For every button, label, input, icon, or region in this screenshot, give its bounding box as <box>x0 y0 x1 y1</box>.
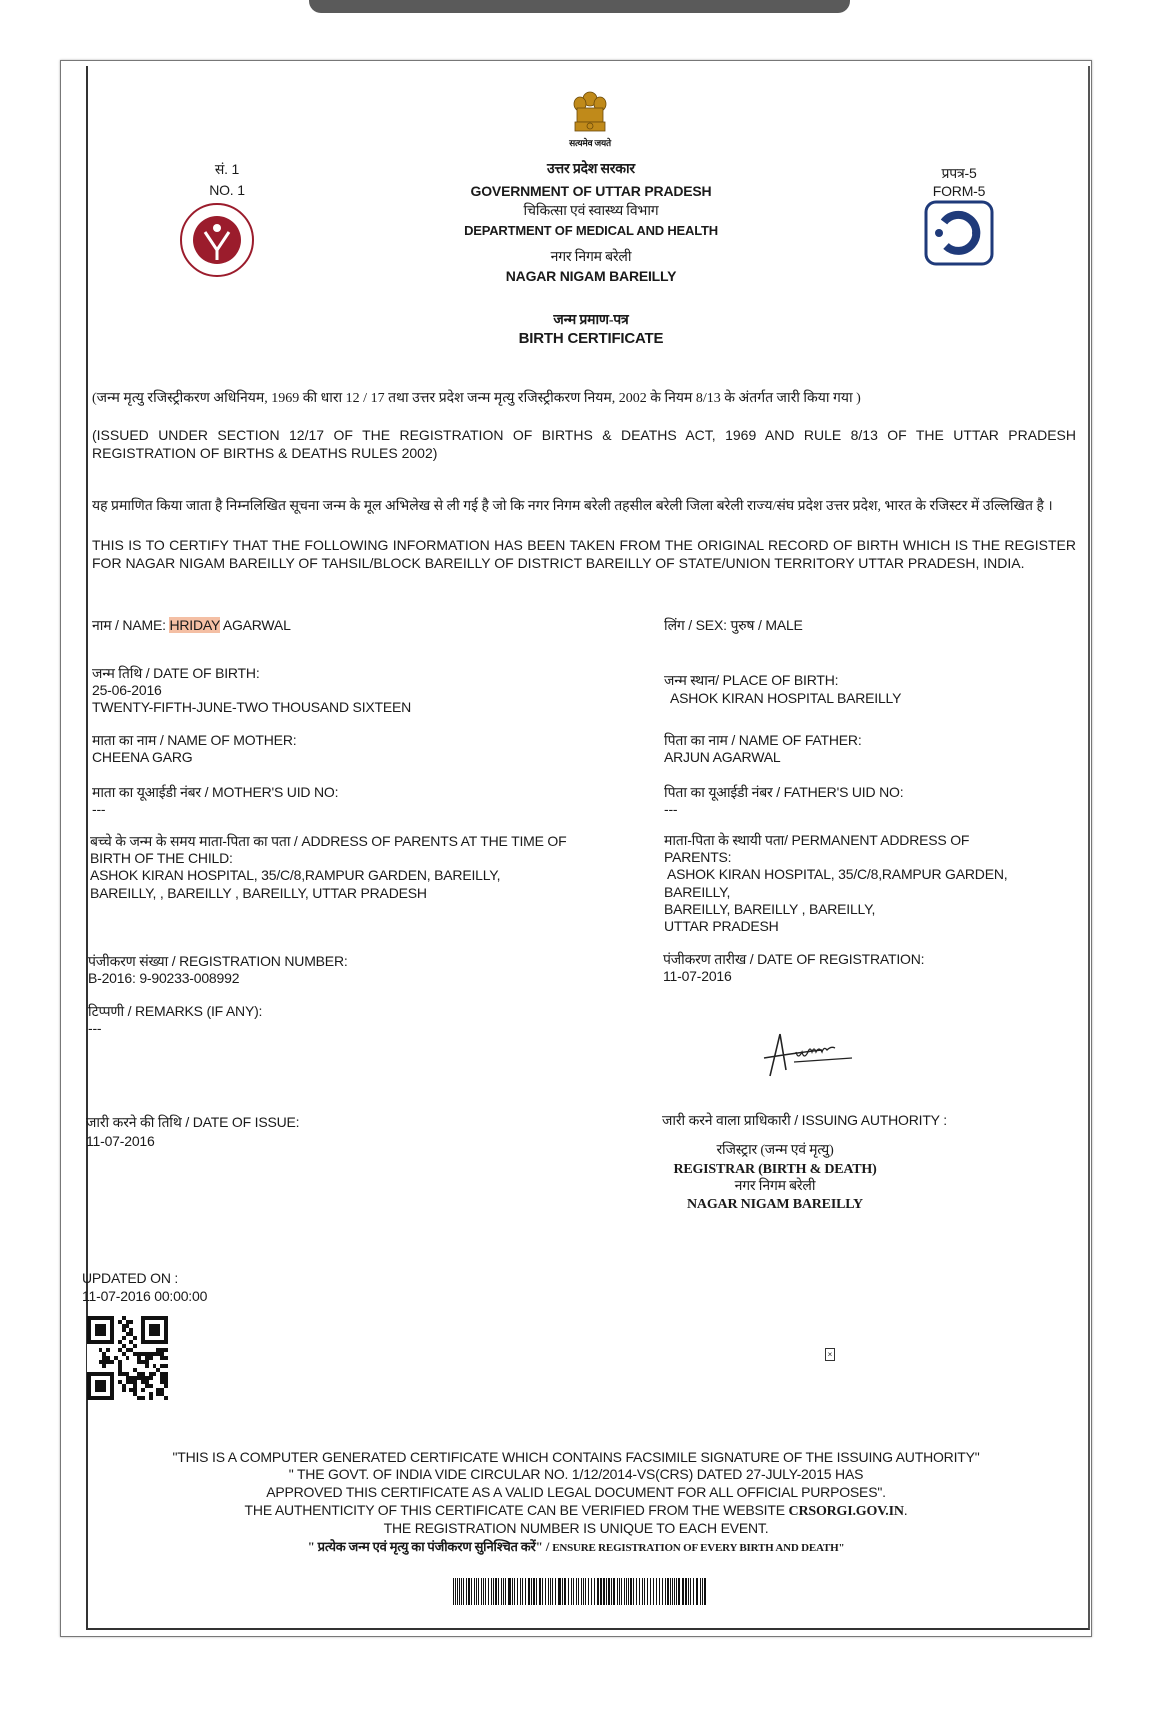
barcode-bar <box>531 1578 532 1605</box>
registration-date-label: पंजीकरण तारीख / DATE OF REGISTRATION: <box>663 951 925 967</box>
birth-address-line-2: BAREILLY, , BAREILLY , BAREILLY, UTTAR PRADESH <box>90 885 427 901</box>
barcode-bar <box>471 1578 472 1605</box>
barcode-bar <box>685 1578 686 1605</box>
remarks-label: टिप्पणी / REMARKS (IF ANY): <box>88 1003 263 1019</box>
barcode-bar <box>491 1578 492 1605</box>
qr-code <box>87 1316 168 1400</box>
barcode-bar <box>558 1578 559 1605</box>
barcode-bar <box>608 1578 609 1605</box>
barcode-bar <box>674 1578 675 1605</box>
barcode-bar <box>522 1578 523 1605</box>
sex-field <box>664 616 803 634</box>
barcode-bar <box>573 1578 574 1605</box>
registration-date-value: 11-07-2016 <box>663 968 732 984</box>
mother-uid-value: --- <box>92 801 106 817</box>
barcode-bar <box>665 1578 666 1605</box>
barcode-bar <box>536 1578 537 1605</box>
barcode-bar <box>676 1578 677 1605</box>
barcode-bar <box>559 1578 560 1605</box>
barcode-bar <box>539 1578 540 1605</box>
barcode-bar <box>682 1578 683 1605</box>
barcode-bar <box>696 1578 697 1605</box>
barcode-bar <box>495 1578 496 1605</box>
barcode-bar <box>702 1578 703 1605</box>
barcode-bar <box>606 1578 607 1605</box>
barcode-bar <box>555 1578 556 1605</box>
barcode-bar <box>591 1578 592 1605</box>
certificate-number: NO. 1 <box>209 182 245 198</box>
barcode-bar <box>542 1578 543 1605</box>
nagar-nigam-hindi: नगर निगम बरेली <box>550 250 632 265</box>
barcode-bar <box>476 1578 477 1605</box>
barcode-bar <box>621 1578 622 1605</box>
barcode-bar <box>639 1578 640 1605</box>
barcode-bar <box>455 1578 456 1605</box>
barcode-bar <box>496 1578 497 1605</box>
issued-under-hindi: (जन्म मृत्यु रजिस्ट्रीकरण अधिनियम, 1969 की धारा 12 / 17 तथा उत्तर प्रदेश जन्म मृत्यु रजिस्ट्रीकरण नियम, 2002 के नियम 8/13 के अंतर्गत जारी किया गया ) <box>92 391 861 406</box>
sex-value: पुरुष / MALE <box>730 617 803 633</box>
barcode-bar <box>588 1578 589 1605</box>
barcode-bar <box>650 1578 651 1605</box>
permanent-address-line-3: BAREILLY, BAREILLY , BAREILLY, <box>664 901 876 917</box>
barcode-bar <box>642 1578 643 1605</box>
barcode-bar <box>576 1578 577 1605</box>
dob-label: जन्म तिथि / DATE OF BIRTH: <box>92 665 260 681</box>
emblem-motto: सत्यमेव जयते <box>569 138 611 148</box>
barcode-bar <box>670 1578 671 1605</box>
nagar-nigam-name: NAGAR NIGAM BAREILLY <box>505 268 677 284</box>
crsorgi-website-link[interactable]: CRSORGI.GOV.IN <box>788 1504 904 1519</box>
permanent-address-line-2: BAREILLY, <box>664 884 731 900</box>
father-name-label: पिता का नाम / NAME OF FATHER: <box>664 732 862 748</box>
national-emblem-icon <box>570 90 610 136</box>
barcode-bar <box>503 1578 504 1605</box>
registrar-signature <box>762 1030 858 1080</box>
barcode-bar <box>548 1578 549 1605</box>
permanent-address-label: माता-पिता के स्थायी पता/ PERMANENT ADDRESS OF <box>664 832 970 848</box>
father-uid-label: पिता का यूआईडी नंबर / FATHER'S UID NO: <box>664 784 904 800</box>
barcode-bar <box>562 1578 563 1605</box>
uttar-pradesh-seal-icon <box>179 202 255 278</box>
footer-line-1: "THIS IS A COMPUTER GENERATED CERTIFICATE WHICH CONTAINS FACSIMILE SIGNATURE OF THE ISSUING AUTHORITY" <box>172 1449 980 1465</box>
birth-address-label: बच्चे के जन्म के समय माता-पिता का पता / ADDRESS OF PARENTS AT THE TIME OF <box>90 833 567 849</box>
crs-logo-icon <box>924 200 994 266</box>
barcode-bar <box>520 1578 521 1605</box>
form-number: FORM-5 <box>932 183 986 199</box>
title-hindi: जन्म प्रमाण-पत्र <box>553 313 629 328</box>
barcode-bar <box>631 1578 632 1605</box>
updated-on-label: UPDATED ON : <box>82 1270 179 1286</box>
govt-hindi: उत्तर प्रदेश सरकार <box>547 162 635 177</box>
barcode-bar <box>505 1578 506 1605</box>
dept-name: DEPARTMENT OF MEDICAL AND HEALTH <box>464 223 718 238</box>
barcode-bar <box>568 1578 569 1605</box>
barcode-bar <box>583 1578 584 1605</box>
barcode-bar <box>614 1578 615 1605</box>
dept-hindi: चिकित्सा एवं स्वास्थ्य विभाग <box>523 204 659 219</box>
barcode-bar <box>611 1578 612 1605</box>
barcode-bar <box>617 1578 618 1605</box>
child-name-field <box>92 616 291 634</box>
footer-line-3: APPROVED THIS CERTIFICATE AS A VALID LEGAL DOCUMENT FOR ALL OFFICIAL PURPOSES". <box>266 1484 886 1500</box>
barcode-bar <box>565 1578 566 1605</box>
barcode-bar <box>619 1578 620 1605</box>
barcode-bar <box>498 1578 499 1605</box>
barcode-bar <box>564 1578 565 1605</box>
barcode-bar <box>533 1578 534 1605</box>
name-label: नाम / NAME: <box>92 617 166 633</box>
barcode-bar <box>571 1578 572 1605</box>
barcode-bar <box>485 1578 486 1605</box>
certificate-title: BIRTH CERTIFICATE <box>518 330 664 347</box>
sex-label: लिंग / SEX: <box>664 617 727 633</box>
registration-number-label: पंजीकरण संख्या / REGISTRATION NUMBER: <box>88 953 348 969</box>
barcode-bar <box>578 1578 579 1605</box>
barcode <box>453 1578 707 1605</box>
barcode-bar <box>483 1578 484 1605</box>
barcode-bar <box>474 1578 475 1605</box>
mother-name-label: माता का नाम / NAME OF MOTHER: <box>92 732 297 748</box>
barcode-bar <box>514 1578 515 1605</box>
barcode-bar <box>453 1578 454 1605</box>
barcode-bar <box>601 1578 602 1605</box>
barcode-bar <box>678 1578 679 1605</box>
barcode-bar <box>700 1578 701 1605</box>
mother-uid-label: माता का यूआईडी नंबर / MOTHER'S UID NO: <box>92 784 339 800</box>
barcode-bar <box>466 1578 467 1605</box>
place-of-birth-label: जन्म स्थान/ PLACE OF BIRTH: <box>664 672 839 688</box>
barcode-bar <box>512 1578 513 1605</box>
barcode-bar <box>529 1578 530 1605</box>
footer-period: . <box>903 1502 908 1518</box>
barcode-bar <box>481 1578 482 1605</box>
barcode-bar <box>647 1578 648 1605</box>
barcode-bar <box>457 1578 458 1605</box>
barcode-bar <box>517 1578 518 1605</box>
barcode-bar <box>688 1578 689 1605</box>
barcode-bar <box>609 1578 610 1605</box>
barcode-bar <box>493 1578 494 1605</box>
barcode-bar <box>659 1578 660 1605</box>
barcode-bar <box>463 1578 464 1605</box>
issued-under-text: (ISSUED UNDER SECTION 12/17 OF THE REGISTRATION OF BIRTHS & DEATHS ACT, 1969 AND RULE 8/13 OF THE UTTAR PRADESH REGISTRATION OF BIRTHS & DEATHS RULES 2002) <box>92 427 1076 461</box>
barcode-bar <box>662 1578 663 1605</box>
registration-number-value: B-2016: 9-90233-008992 <box>88 970 240 986</box>
barcode-bar <box>461 1578 462 1605</box>
certificate-number-hindi: सं. 1 <box>214 161 240 177</box>
barcode-bar <box>624 1578 625 1605</box>
barcode-bar <box>697 1578 698 1605</box>
barcode-bar <box>600 1578 601 1605</box>
barcode-bar <box>488 1578 489 1605</box>
barcode-bar <box>508 1578 509 1605</box>
barcode-bar <box>585 1578 586 1605</box>
barcode-bar <box>704 1578 705 1605</box>
footer-line-5: THE REGISTRATION NUMBER IS UNIQUE TO EACH EVENT. <box>383 1520 769 1536</box>
footer-line-4 <box>245 1501 908 1521</box>
registrar-office-hindi: नगर निगम बरेली <box>734 1179 816 1194</box>
barcode-bar <box>667 1578 668 1605</box>
barcode-bar <box>683 1578 684 1605</box>
certify-hindi: यह प्रमाणित किया जाता है निम्नलिखित सूचना जन्म के मूल अभिलेख से ली गई है जो कि नगर निगम बरेली तहसील बरेली जिला बरेली राज्य/संघ प्रदेश उत्तर प्रदेश, भारत के रजिस्टर में उल्लिखित है । <box>92 499 1053 514</box>
govt-name: GOVERNMENT OF UTTAR PRADESH <box>470 183 712 199</box>
barcode-bar <box>613 1578 614 1605</box>
form-number-hindi: प्रपत्र-5 <box>941 165 977 181</box>
certify-text: THIS IS TO CERTIFY THAT THE FOLLOWING INFORMATION HAS BEEN TAKEN FROM THE ORIGINAL RECORD OF BIRTH WHICH IS THE REGISTER FOR NAGAR NIGAM BAREILLY OF TAHSIL/BLOCK BAREILLY OF DISTRICT BAREILLY OF STATE/UNION TERRITORY UTTAR PRADESH, INDIA. <box>92 537 1076 571</box>
permanent-address-line-4: UTTAR PRADESH <box>664 918 779 934</box>
barcode-bar <box>693 1578 694 1605</box>
barcode-bar <box>528 1578 529 1605</box>
footer-line-2: " THE GOVT. OF INDIA VIDE CIRCULAR NO. 1/12/2014-VS(CRS) DATED 27-JULY-2015 HAS <box>288 1466 864 1482</box>
birth-address-line-1: ASHOK KIRAN HOSPITAL, 35/C/8,RAMPUR GARDEN, BAREILLY, <box>90 867 501 883</box>
mother-name-value: CHEENA GARG <box>92 749 193 765</box>
issuing-authority-label: जारी करने वाला प्राधिकारी / ISSUING AUTHORITY : <box>662 1112 947 1128</box>
barcode-bar <box>468 1578 469 1605</box>
dob-value: 25-06-2016 <box>92 682 162 698</box>
barcode-bar <box>552 1578 553 1605</box>
image-placeholder-icon: × <box>825 1348 835 1361</box>
qr-module <box>164 1396 168 1400</box>
issue-date-value: 11-07-2016 <box>86 1133 155 1149</box>
barcode-bar <box>653 1578 654 1605</box>
name-first-highlighted: HRIDAY <box>169 617 220 633</box>
barcode-bar <box>636 1578 637 1605</box>
barcode-bar <box>705 1578 706 1605</box>
barcode-bar <box>459 1578 460 1605</box>
footer-line-6 <box>308 1538 845 1557</box>
permanent-address-label-2: PARENTS: <box>664 849 732 865</box>
barcode-bar <box>478 1578 479 1605</box>
birth-address-label-2: BIRTH OF THE CHILD: <box>90 850 233 866</box>
father-uid-value: --- <box>664 801 678 817</box>
barcode-bar <box>644 1578 645 1605</box>
registrar-hindi: रजिस्ट्रार (जन्म एवं मृत्यु) <box>716 1143 834 1158</box>
barcode-bar <box>525 1578 526 1605</box>
barcode-bar <box>628 1578 629 1605</box>
barcode-bar <box>604 1578 605 1605</box>
footer-slogan: ENSURE REGISTRATION OF EVERY BIRTH AND DEATH" <box>552 1542 845 1554</box>
updated-on-value: 11-07-2016 00:00:00 <box>82 1288 208 1304</box>
place-of-birth-value: ASHOK KIRAN HOSPITAL BAREILLY <box>670 690 902 706</box>
remarks-value: --- <box>88 1020 102 1036</box>
father-name-value: ARJUN AGARWAL <box>664 749 781 765</box>
dob-words: TWENTY-FIFTH-JUNE-TWO THOUSAND SIXTEEN <box>92 699 412 715</box>
barcode-bar <box>672 1578 673 1605</box>
barcode-bar <box>656 1578 657 1605</box>
barcode-bar <box>581 1578 582 1605</box>
barcode-bar <box>633 1578 634 1605</box>
registrar-office: NAGAR NIGAM BAREILLY <box>687 1197 863 1212</box>
barcode-bar <box>626 1578 627 1605</box>
barcode-bar <box>594 1578 595 1605</box>
footer-hindi-slogan: " प्रत्येक जन्म एवं मृत्यु का पंजीकरण सुनिश्चित करें" / <box>307 1539 550 1554</box>
registrar-title: REGISTRAR (BIRTH & DEATH) <box>673 1162 877 1177</box>
barcode-bar <box>597 1578 598 1605</box>
barcode-bar <box>501 1578 502 1605</box>
footer-verify-text: THE AUTHENTICITY OF THIS CERTIFICATE CAN BE VERIFIED FROM THE WEBSITE <box>244 1502 789 1518</box>
barcode-bar <box>630 1578 631 1605</box>
barcode-bar <box>509 1578 510 1605</box>
barcode-bar <box>690 1578 691 1605</box>
barcode-bar <box>534 1578 535 1605</box>
barcode-bar <box>550 1578 551 1605</box>
name-last: AGARWAL <box>222 617 291 633</box>
barcode-bar <box>603 1578 604 1605</box>
issue-date-label: जारी करने की तिथि / DATE OF ISSUE: <box>86 1114 300 1130</box>
viewer-top-bar <box>309 0 850 13</box>
permanent-address-line-1: ASHOK KIRAN HOSPITAL, 35/C/8,RAMPUR GARDEN, <box>667 866 1008 882</box>
barcode-bar <box>545 1578 546 1605</box>
